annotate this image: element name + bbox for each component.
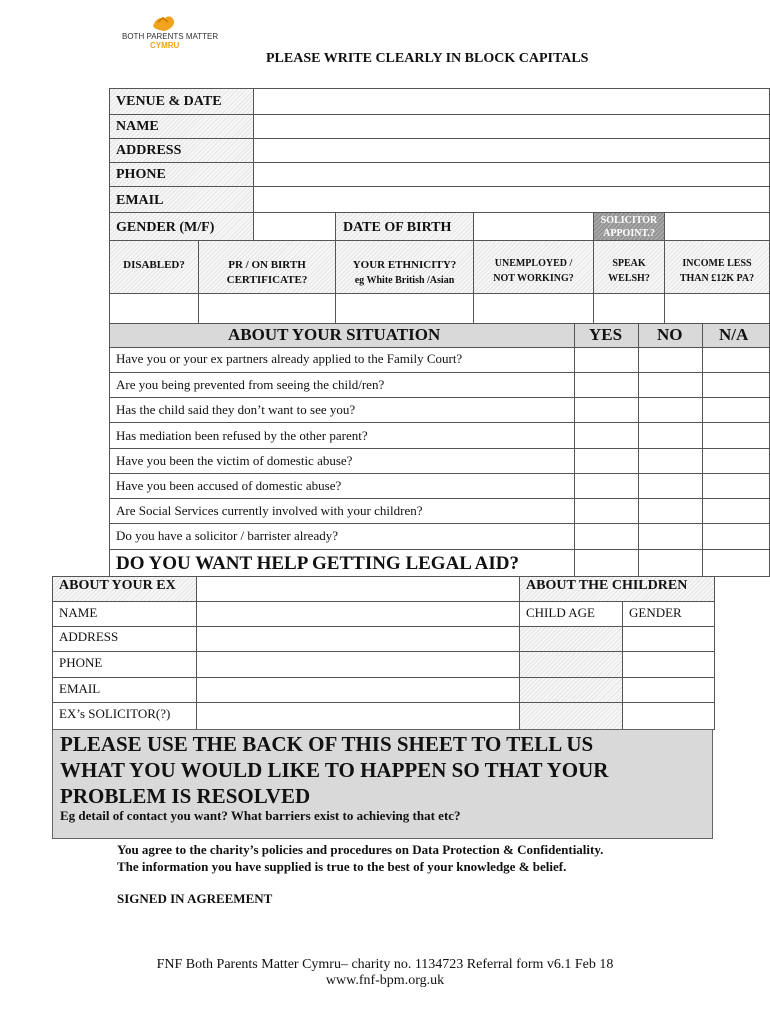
question-text: Are Social Services currently involved with your children? <box>116 503 423 518</box>
situation-title: ABOUT YOUR SITUATION <box>228 325 441 344</box>
criteria-ethnicity-line2: eg White British /Asian <box>354 275 455 286</box>
child-gender-field-3[interactable] <box>622 677 715 703</box>
page-header: PLEASE WRITE CLEARLY IN BLOCK CAPITALS <box>266 51 589 66</box>
q2-na-box[interactable] <box>702 372 770 398</box>
legal-aid-no-box[interactable] <box>638 549 703 577</box>
q7-no-box[interactable] <box>638 498 703 524</box>
children-title: ABOUT THE CHILDREN <box>526 578 688 593</box>
answer-income-field[interactable] <box>664 293 770 324</box>
q7-yes-box[interactable] <box>574 498 639 524</box>
q2-no-box[interactable] <box>638 372 703 398</box>
question-text: Has mediation been refused by the other parent? <box>116 428 368 443</box>
child-gender-field-1[interactable] <box>622 626 715 652</box>
no-header: NO <box>657 325 683 344</box>
criteria-disabled-label: DISABLED? <box>123 259 185 271</box>
q2-yes-box[interactable] <box>574 372 639 398</box>
ex-solicitor-field[interactable] <box>196 702 520 730</box>
question-text: Do you have a solicitor / barrister already? <box>116 528 338 543</box>
answer-disabled-field[interactable] <box>109 293 199 324</box>
gender-field[interactable] <box>253 212 336 241</box>
ex-title: ABOUT YOUR EX <box>59 578 176 593</box>
logo-hands-icon <box>150 12 178 34</box>
criteria-pr-line1: PR / ON BIRTH <box>228 259 306 271</box>
footer-website[interactable]: www.fnf-bpm.org.uk <box>325 973 445 988</box>
answer-pr-field[interactable] <box>198 293 336 324</box>
legal-aid-yes-box[interactable] <box>574 549 639 577</box>
child-gender-field-2[interactable] <box>622 651 715 678</box>
question-text: Have you or your ex partners already applied to the Family Court? <box>116 351 463 366</box>
email-label: EMAIL <box>116 193 164 208</box>
yes-header: YES <box>589 325 623 344</box>
venue-label: VENUE & DATE <box>116 94 222 109</box>
criteria-unemployed-line1: UNEMPLOYED / <box>494 258 573 269</box>
agreement-line1: You agree to the charity’s policies and procedures on Data Protection & Confidentiality. <box>117 842 604 857</box>
q5-no-box[interactable] <box>638 448 703 474</box>
ex-address-field[interactable] <box>196 626 520 652</box>
q6-no-box[interactable] <box>638 473 703 499</box>
answer-ethnicity-field[interactable] <box>335 293 474 324</box>
criteria-ethnicity-line1: YOUR ETHNICITY? <box>352 259 457 271</box>
criteria-pr-line2: CERTIFICATE? <box>226 274 308 286</box>
criteria-welsh-line1: SPEAK <box>612 258 646 269</box>
back-sheet-line2: WHAT YOU WOULD LIKE TO HAPPEN SO THAT YOUR <box>60 758 609 782</box>
venue-field[interactable] <box>253 88 770 115</box>
q4-yes-box[interactable] <box>574 422 639 449</box>
q8-yes-box[interactable] <box>574 523 639 550</box>
q5-na-box[interactable] <box>702 448 770 474</box>
na-header: N/A <box>719 325 749 344</box>
q3-na-box[interactable] <box>702 397 770 423</box>
q8-na-box[interactable] <box>702 523 770 550</box>
answer-unemployed-field[interactable] <box>473 293 594 324</box>
legal-aid-na-box[interactable] <box>702 549 770 577</box>
criteria-welsh-line2: WELSH? <box>608 273 650 284</box>
child-age-field-3[interactable] <box>519 677 623 703</box>
phone-field[interactable] <box>253 162 770 187</box>
ex-phone-field[interactable] <box>196 651 520 678</box>
footer-charity-line: FNF Both Parents Matter Cymru– charity no. 1134723 Referral form v6.1 Feb 18 <box>156 957 614 972</box>
dob-field[interactable] <box>473 212 594 241</box>
q5-yes-box[interactable] <box>574 448 639 474</box>
solicitor-field[interactable] <box>664 212 770 241</box>
question-text: Have you been accused of domestic abuse? <box>116 478 342 493</box>
back-sheet-example: Eg detail of contact you want? What barriers exist to achieving that etc? <box>60 808 461 823</box>
email-field[interactable] <box>253 186 770 213</box>
q1-no-box[interactable] <box>638 347 703 373</box>
q3-no-box[interactable] <box>638 397 703 423</box>
q1-yes-box[interactable] <box>574 347 639 373</box>
dob-label: DATE OF BIRTH <box>343 220 452 235</box>
child-age-header: CHILD AGE <box>526 605 595 620</box>
q7-na-box[interactable] <box>702 498 770 524</box>
child-gender-field-4[interactable] <box>622 702 715 730</box>
child-age-field-2[interactable] <box>519 651 623 678</box>
question-text: Are you being prevented from seeing the child/ren? <box>116 377 385 392</box>
address-label: ADDRESS <box>116 143 182 158</box>
q8-no-box[interactable] <box>638 523 703 550</box>
ex-email-field[interactable] <box>196 677 520 703</box>
gender-label: GENDER (M/F) <box>116 220 215 235</box>
address-field[interactable] <box>253 138 770 163</box>
ex-solicitor-label: EX’s SOLICITOR(?) <box>59 706 171 721</box>
criteria-income-line2: THAN £12K PA? <box>679 273 755 284</box>
name-field[interactable] <box>253 114 770 139</box>
solicitor-label-line1: SOLICITOR <box>600 215 658 226</box>
logo <box>122 12 232 52</box>
question-text: Has the child said they don’t want to see you? <box>116 402 356 417</box>
q1-na-box[interactable] <box>702 347 770 373</box>
answer-welsh-field[interactable] <box>593 293 665 324</box>
logo-text-line2: CYMRU <box>150 41 180 50</box>
signature-area[interactable] <box>310 885 690 907</box>
q3-yes-box[interactable] <box>574 397 639 423</box>
ex-name-field[interactable] <box>196 601 520 627</box>
criteria-unemployed-line2: NOT WORKING? <box>493 273 574 284</box>
logo-text-line1: BOTH PARENTS MATTER <box>122 32 219 41</box>
q6-yes-box[interactable] <box>574 473 639 499</box>
child-gender-header: GENDER <box>629 605 682 620</box>
back-sheet-line1: PLEASE USE THE BACK OF THIS SHEET TO TELL US <box>60 732 594 756</box>
ex-address-label: ADDRESS <box>59 629 119 644</box>
back-sheet-line3: PROBLEM IS RESOLVED <box>60 784 311 808</box>
ex-email-label: EMAIL <box>59 681 101 696</box>
child-age-field-1[interactable] <box>519 626 623 652</box>
ex-phone-label: PHONE <box>59 655 103 670</box>
phone-label: PHONE <box>116 167 166 182</box>
q4-na-box[interactable] <box>702 422 770 449</box>
question-text: Have you been the victim of domestic abuse? <box>116 453 353 468</box>
solicitor-label-line2: APPOINT.? <box>603 228 655 239</box>
q4-no-box[interactable] <box>638 422 703 449</box>
legal-aid-question: DO YOU WANT HELP GETTING LEGAL AID? <box>116 553 519 574</box>
signed-label: SIGNED IN AGREEMENT <box>117 891 273 906</box>
ex-name-label: NAME <box>59 605 98 620</box>
q6-na-box[interactable] <box>702 473 770 499</box>
child-age-field-4[interactable] <box>519 702 623 730</box>
agreement-line2: The information you have supplied is true to the best of your knowledge & belief. <box>117 859 567 874</box>
ex-header-fill <box>196 576 520 602</box>
criteria-income-line1: INCOME LESS <box>682 258 752 269</box>
name-label: NAME <box>116 119 159 134</box>
